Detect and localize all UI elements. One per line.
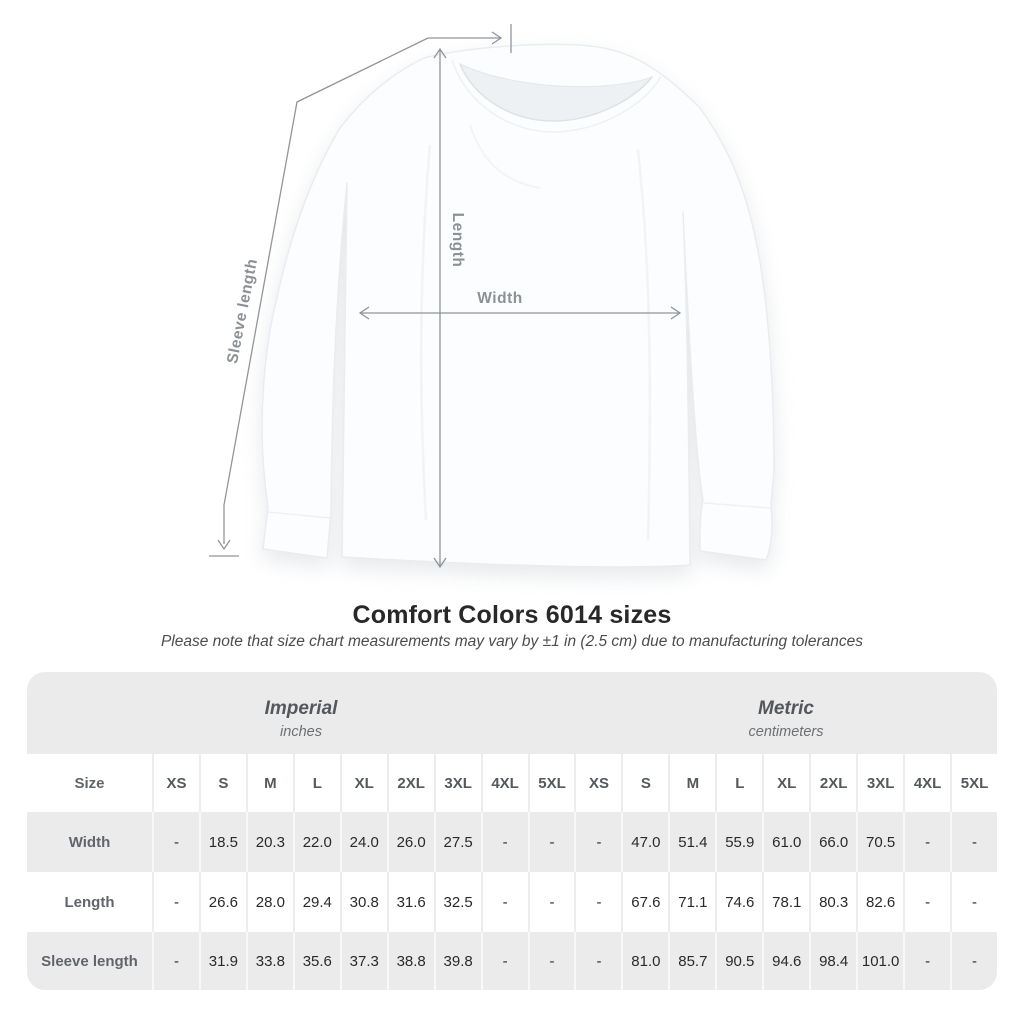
table-row-sleeve-length (27, 932, 997, 990)
value-cell: 51.4 (668, 812, 715, 872)
value-cell: 74.6 (715, 872, 762, 932)
column-header-imperial-3xl: 3XL (434, 754, 481, 812)
imperial-section-unit: inches (280, 724, 322, 740)
value-cell: - (528, 872, 575, 932)
value-cell: 90.5 (715, 932, 762, 990)
metric-section-unit: centimeters (748, 724, 824, 740)
value-cell: 26.6 (199, 872, 246, 932)
value-cell: 28.0 (246, 872, 293, 932)
value-cell: - (903, 812, 950, 872)
column-header-metric-3xl: 3XL (856, 754, 903, 812)
value-cell: - (528, 812, 575, 872)
value-cell: - (481, 812, 528, 872)
value-cell: 78.1 (762, 872, 809, 932)
size-header-row (27, 754, 997, 812)
value-cell: - (950, 872, 997, 932)
value-cell: 22.0 (293, 812, 340, 872)
column-header-imperial-4xl: 4XL (481, 754, 528, 812)
metric-section-header (575, 672, 997, 754)
value-cell: 33.8 (246, 932, 293, 990)
size-column-header: Size (74, 774, 105, 792)
value-cell: 31.6 (387, 872, 434, 932)
value-cell: 85.7 (668, 932, 715, 990)
page-title: Comfort Colors 6014 sizes (352, 601, 672, 629)
column-header-metric-m: M (668, 754, 715, 812)
value-cell: 35.6 (293, 932, 340, 990)
column-header-metric-l: L (715, 754, 762, 812)
column-header-imperial-s: S (199, 754, 246, 812)
length-label: Length (449, 212, 466, 268)
value-cell: 70.5 (856, 812, 903, 872)
value-cell: - (574, 872, 621, 932)
value-cell: 38.8 (387, 932, 434, 990)
value-cell: - (574, 932, 621, 990)
column-header-metric-5xl: 5XL (950, 754, 997, 812)
width-label: Width (477, 290, 523, 307)
value-cell: 30.8 (340, 872, 387, 932)
value-cell: 27.5 (434, 812, 481, 872)
table-row-length (27, 872, 997, 932)
row-label: Width (68, 833, 111, 851)
value-cell: 32.5 (434, 872, 481, 932)
column-header-metric-xl: XL (762, 754, 809, 812)
value-cell: - (950, 812, 997, 872)
value-cell: 67.6 (621, 872, 668, 932)
row-label: Length (64, 893, 115, 911)
value-cell: - (152, 932, 199, 990)
value-cell: 101.0 (856, 932, 903, 990)
value-cell: - (152, 872, 199, 932)
value-cell: 39.8 (434, 932, 481, 990)
value-cell: 24.0 (340, 812, 387, 872)
metric-section-title: Metric (758, 698, 814, 719)
value-cell: 31.9 (199, 932, 246, 990)
value-cell: 80.3 (809, 872, 856, 932)
value-cell: 81.0 (621, 932, 668, 990)
value-cell: 82.6 (856, 872, 903, 932)
unit-section-band (27, 672, 997, 754)
value-cell: 18.5 (199, 812, 246, 872)
imperial-section-header (27, 672, 575, 754)
value-cell: 47.0 (621, 812, 668, 872)
value-cell: - (950, 932, 997, 990)
value-cell: - (152, 812, 199, 872)
value-cell: - (481, 932, 528, 990)
value-cell: - (574, 812, 621, 872)
column-header-metric-xs: XS (574, 754, 621, 812)
column-header-imperial-5xl: 5XL (528, 754, 575, 812)
column-header-metric-4xl: 4XL (903, 754, 950, 812)
column-header-imperial-l: L (293, 754, 340, 812)
row-label: Sleeve length (41, 952, 138, 970)
value-cell: 94.6 (762, 932, 809, 990)
value-cell: 26.0 (387, 812, 434, 872)
value-cell: 37.3 (340, 932, 387, 990)
value-cell: 71.1 (668, 872, 715, 932)
column-header-metric-2xl: 2XL (809, 754, 856, 812)
value-cell: - (481, 872, 528, 932)
value-cell: 55.9 (715, 812, 762, 872)
value-cell: 66.0 (809, 812, 856, 872)
column-header-imperial-m: M (246, 754, 293, 812)
size-table (27, 672, 997, 990)
value-cell: 98.4 (809, 932, 856, 990)
sleeve-length-label: Sleeve length (224, 257, 262, 366)
size-table-grid (27, 754, 997, 990)
table-row-width (27, 812, 997, 872)
value-cell: 29.4 (293, 872, 340, 932)
column-header-imperial-xs: XS (152, 754, 199, 812)
value-cell: - (903, 872, 950, 932)
tolerance-note: Please note that size chart measurements may vary by ±1 in (2.5 cm) due to manufacturing tolerances (160, 633, 864, 650)
imperial-section-title: Imperial (264, 698, 338, 719)
value-cell: - (528, 932, 575, 990)
value-cell: 20.3 (246, 812, 293, 872)
value-cell: 61.0 (762, 812, 809, 872)
column-header-imperial-2xl: 2XL (387, 754, 434, 812)
column-header-imperial-xl: XL (340, 754, 387, 812)
column-header-metric-s: S (621, 754, 668, 812)
value-cell: - (903, 932, 950, 990)
